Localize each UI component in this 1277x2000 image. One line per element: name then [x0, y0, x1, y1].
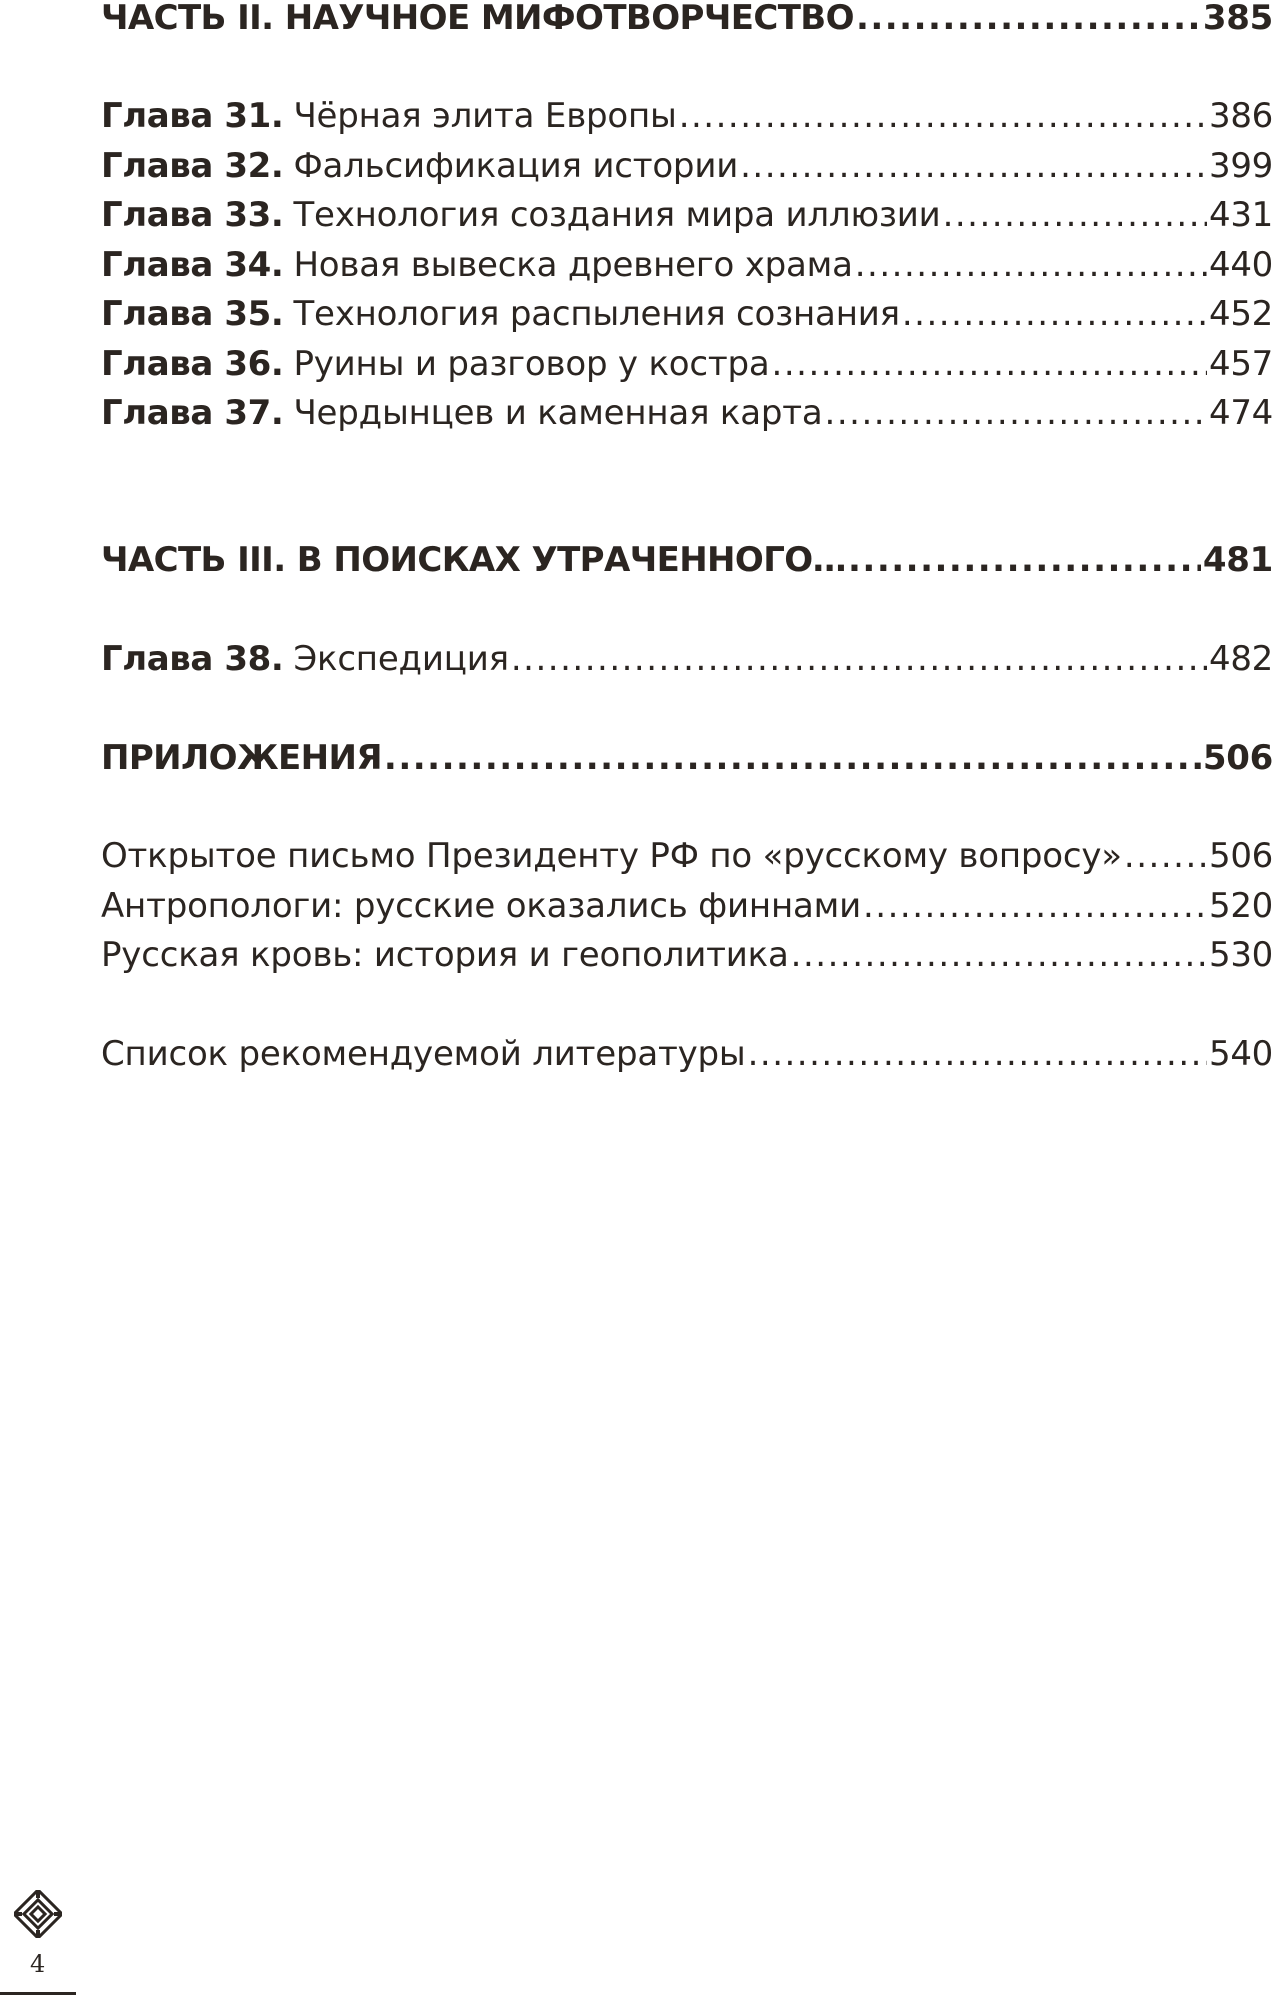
dot-leader [863, 882, 1207, 932]
dot-leader [902, 290, 1207, 340]
chapter-title: Чердынцев и каменная карта [293, 393, 823, 433]
literature-title: Список рекомендуемой литературы [101, 1034, 746, 1074]
page-ref: 540 [1209, 1034, 1273, 1074]
toc-chapter-row[interactable] [101, 340, 1273, 390]
dot-leader [943, 191, 1207, 241]
toc-chapter-row[interactable] [101, 241, 1273, 291]
page-ref: 474 [1209, 393, 1273, 433]
dot-leader [848, 536, 1201, 586]
page-ref: 506 [1202, 738, 1273, 778]
toc-appendix-row[interactable] [101, 882, 1273, 932]
page-ref: 452 [1209, 294, 1273, 334]
chapter-label: Глава 32. [101, 145, 284, 186]
toc-chapter-row[interactable] [101, 389, 1273, 439]
toc-appendix-row[interactable] [101, 832, 1273, 882]
page-ref: 457 [1209, 343, 1273, 384]
toc-appendices-heading[interactable] [101, 734, 1273, 784]
dot-leader [748, 1030, 1207, 1080]
page-number: 4 [30, 1950, 46, 1978]
appendix-title: Антропологи: русские оказались финнами [101, 885, 861, 926]
chapter-list [101, 635, 1273, 685]
dot-leader [679, 92, 1207, 142]
chapter-title: Экспедиция [293, 639, 509, 679]
chapter-label: Глава 36. [101, 343, 284, 384]
knot-ornament-icon [14, 1890, 62, 1938]
page-ref: 530 [1209, 935, 1273, 975]
appendix-title: Русская кровь: история и геополитика [101, 935, 789, 975]
toc-appendix-row[interactable] [101, 931, 1273, 981]
page-ref: 385 [1202, 0, 1273, 38]
toc-chapter-row[interactable] [101, 290, 1273, 340]
chapter-list [101, 92, 1273, 439]
dot-leader [384, 734, 1201, 784]
chapter-title: Технология распыления сознания [293, 294, 900, 334]
chapter-label: Глава 34. [101, 244, 284, 285]
toc-chapter-row[interactable] [101, 635, 1273, 685]
chapter-title: Технология создания мира иллюзии [293, 195, 941, 235]
toc-literature-row[interactable] [101, 1030, 1273, 1080]
chapter-label: Глава 37. [101, 393, 284, 433]
page-ref: 506 [1209, 836, 1273, 876]
appendices-title: ПРИЛОЖЕНИЯ [101, 738, 382, 778]
toc-chapter-row[interactable] [101, 142, 1273, 192]
toc-chapter-row[interactable] [101, 92, 1273, 142]
dot-leader [1124, 832, 1207, 882]
dot-leader [791, 931, 1207, 981]
appendix-title: Открытое письмо Президенту РФ по «русскому вопросу» [101, 836, 1122, 876]
chapter-title: Новая вывеска древнего храма [293, 244, 853, 285]
dot-leader [511, 635, 1207, 685]
chapter-title: Чёрная элита Европы [293, 96, 677, 136]
footer-rule [0, 1992, 76, 1995]
toc-part-heading[interactable] [101, 536, 1273, 586]
page-ref: 482 [1209, 639, 1273, 679]
page-ref: 440 [1209, 244, 1273, 285]
dot-leader [740, 142, 1207, 192]
dot-leader [772, 340, 1207, 390]
dot-leader [855, 241, 1207, 291]
page-ref: 481 [1202, 540, 1273, 580]
page-ref: 431 [1209, 195, 1273, 235]
chapter-label: Глава 31. [101, 96, 284, 136]
chapter-label: Глава 33. [101, 195, 284, 235]
chapter-label: Глава 35. [101, 294, 284, 334]
toc-part-heading[interactable] [101, 0, 1273, 44]
appendix-list [101, 832, 1273, 981]
toc-chapter-row[interactable] [101, 191, 1273, 241]
part-title: ЧАСТЬ II. НАУЧНОЕ МИФОТВОРЧЕСТВО [101, 0, 854, 38]
chapter-title: Фальсификация истории [293, 145, 739, 186]
part-title: ЧАСТЬ III. В ПОИСКАХ УТРАЧЕННОГО… [101, 540, 846, 580]
page-ref: 520 [1209, 885, 1273, 926]
chapter-label: Глава 38. [101, 639, 284, 679]
dot-leader [825, 389, 1207, 439]
page-ref: 399 [1209, 145, 1273, 186]
dot-leader [856, 0, 1201, 44]
chapter-title: Руины и разговор у костра [293, 343, 770, 384]
page-ref: 386 [1209, 96, 1273, 136]
